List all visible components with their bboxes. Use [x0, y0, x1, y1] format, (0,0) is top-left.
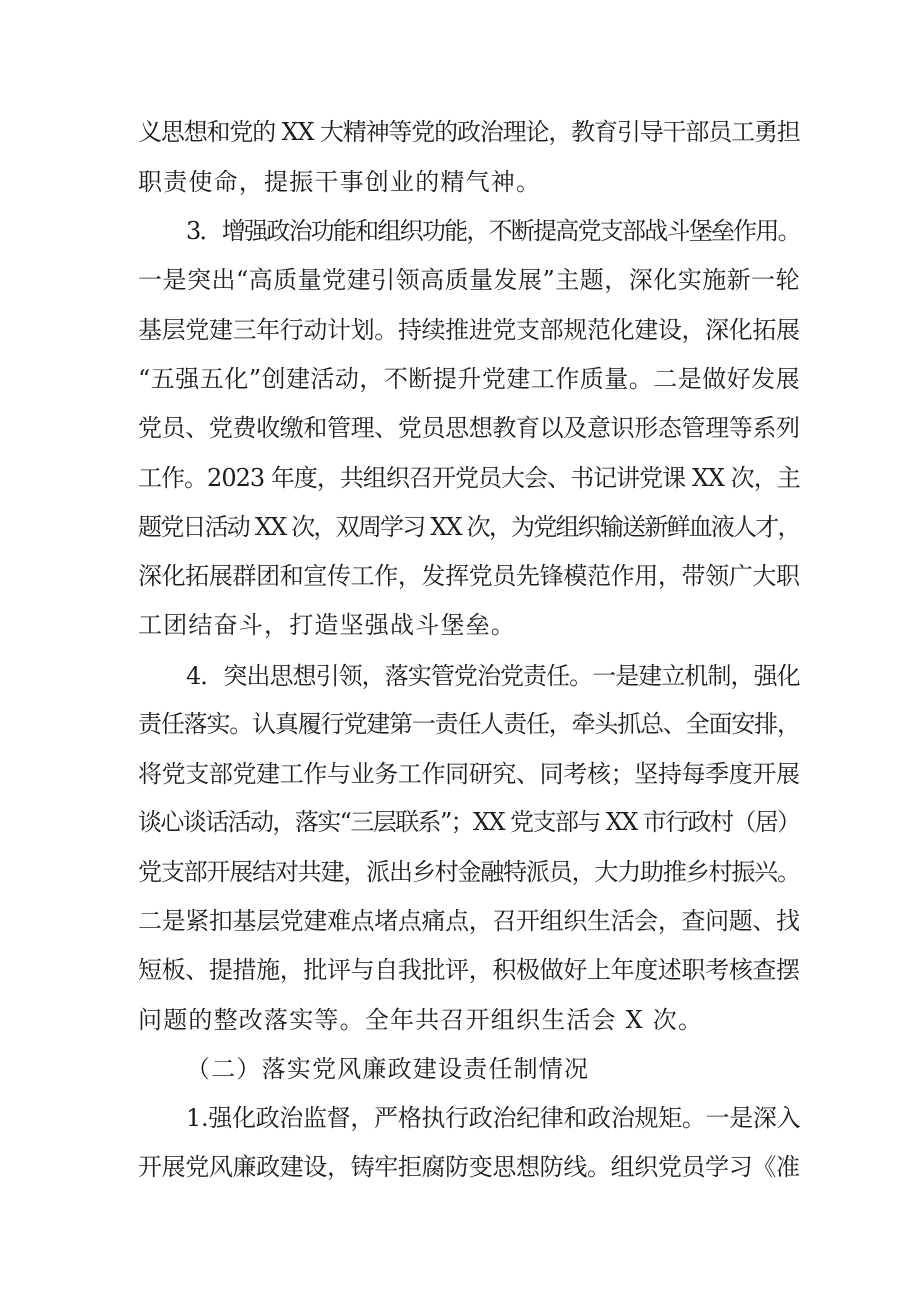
paragraph-heading-1: 1.强化政治监督，严格执行政治纪律和政治规矩。一是深入	[186, 1104, 801, 1132]
text-line: 二是紧扣基层党建难点堵点痛点，召开组织生活会，查问题、找	[138, 907, 800, 935]
text-line: 题党日活动 XX 次，双周学习 XX 次，为党组织输送新鲜血液人才，	[138, 513, 800, 541]
text-line: 基层党建三年行动计划。持续推进党支部规范化建设，深化拓展	[138, 316, 800, 344]
text-line: 工团结奋斗，打造坚强战斗堡垒。	[138, 611, 516, 639]
text-line: 短板、提措施，批评与自我批评，积极做好上年度述职考核查摆	[138, 956, 800, 984]
text-line: 工作。2023 年度，共组织召开党员大会、书记讲党课 XX 次，主	[138, 464, 800, 492]
text-line: 开展党风廉政建设，铸牢拒腐防变思想防线。组织党员学习《准	[138, 1153, 800, 1181]
text-line: 将党支部党建工作与业务工作同研究、同考核；坚持每季度开展	[138, 760, 800, 788]
text-line: 责任落实。认真履行党建第一责任人责任，牵头抓总、全面安排，	[138, 710, 800, 738]
text-line: 党员、党费收缴和管理、党员思想教育以及意识形态管理等系列	[138, 414, 800, 442]
text-line: 问题的整改落实等。全年共召开组织生活会 X 次。	[138, 1006, 704, 1034]
text-line: 一是突出“高质量党建引领高质量发展”主题，深化实施新一轮	[138, 266, 801, 294]
text-line: 职责使命，提振干事创业的精气神。	[138, 168, 542, 196]
text-line: 党支部开展结对共建，派出乡村金融特派员，大力助推乡村振兴。	[138, 858, 800, 886]
text-line: “五强五化”创建活动，不断提升党建工作质量。二是做好发展	[138, 365, 801, 393]
paragraph-heading-4: 4．突出思想引领，落实管党治党责任。一是建立机制，强化	[186, 662, 800, 690]
section-heading: （二）落实党风廉政建设责任制情况	[186, 1055, 590, 1083]
paragraph-heading-3: 3．增强政治功能和组织功能，不断提高党支部战斗堡垒作用。	[186, 217, 800, 245]
text-line: 深化拓展群团和宣传工作，发挥党员先锋模范作用，带领广大职	[138, 562, 800, 590]
text-line: 谈心谈话活动，落实“三层联系”；XX 党支部与 XX 市行政村（居）	[138, 808, 800, 836]
text-line: 义思想和党的 XX 大精神等党的政治理论，教育引导干部员工勇担	[138, 118, 800, 146]
